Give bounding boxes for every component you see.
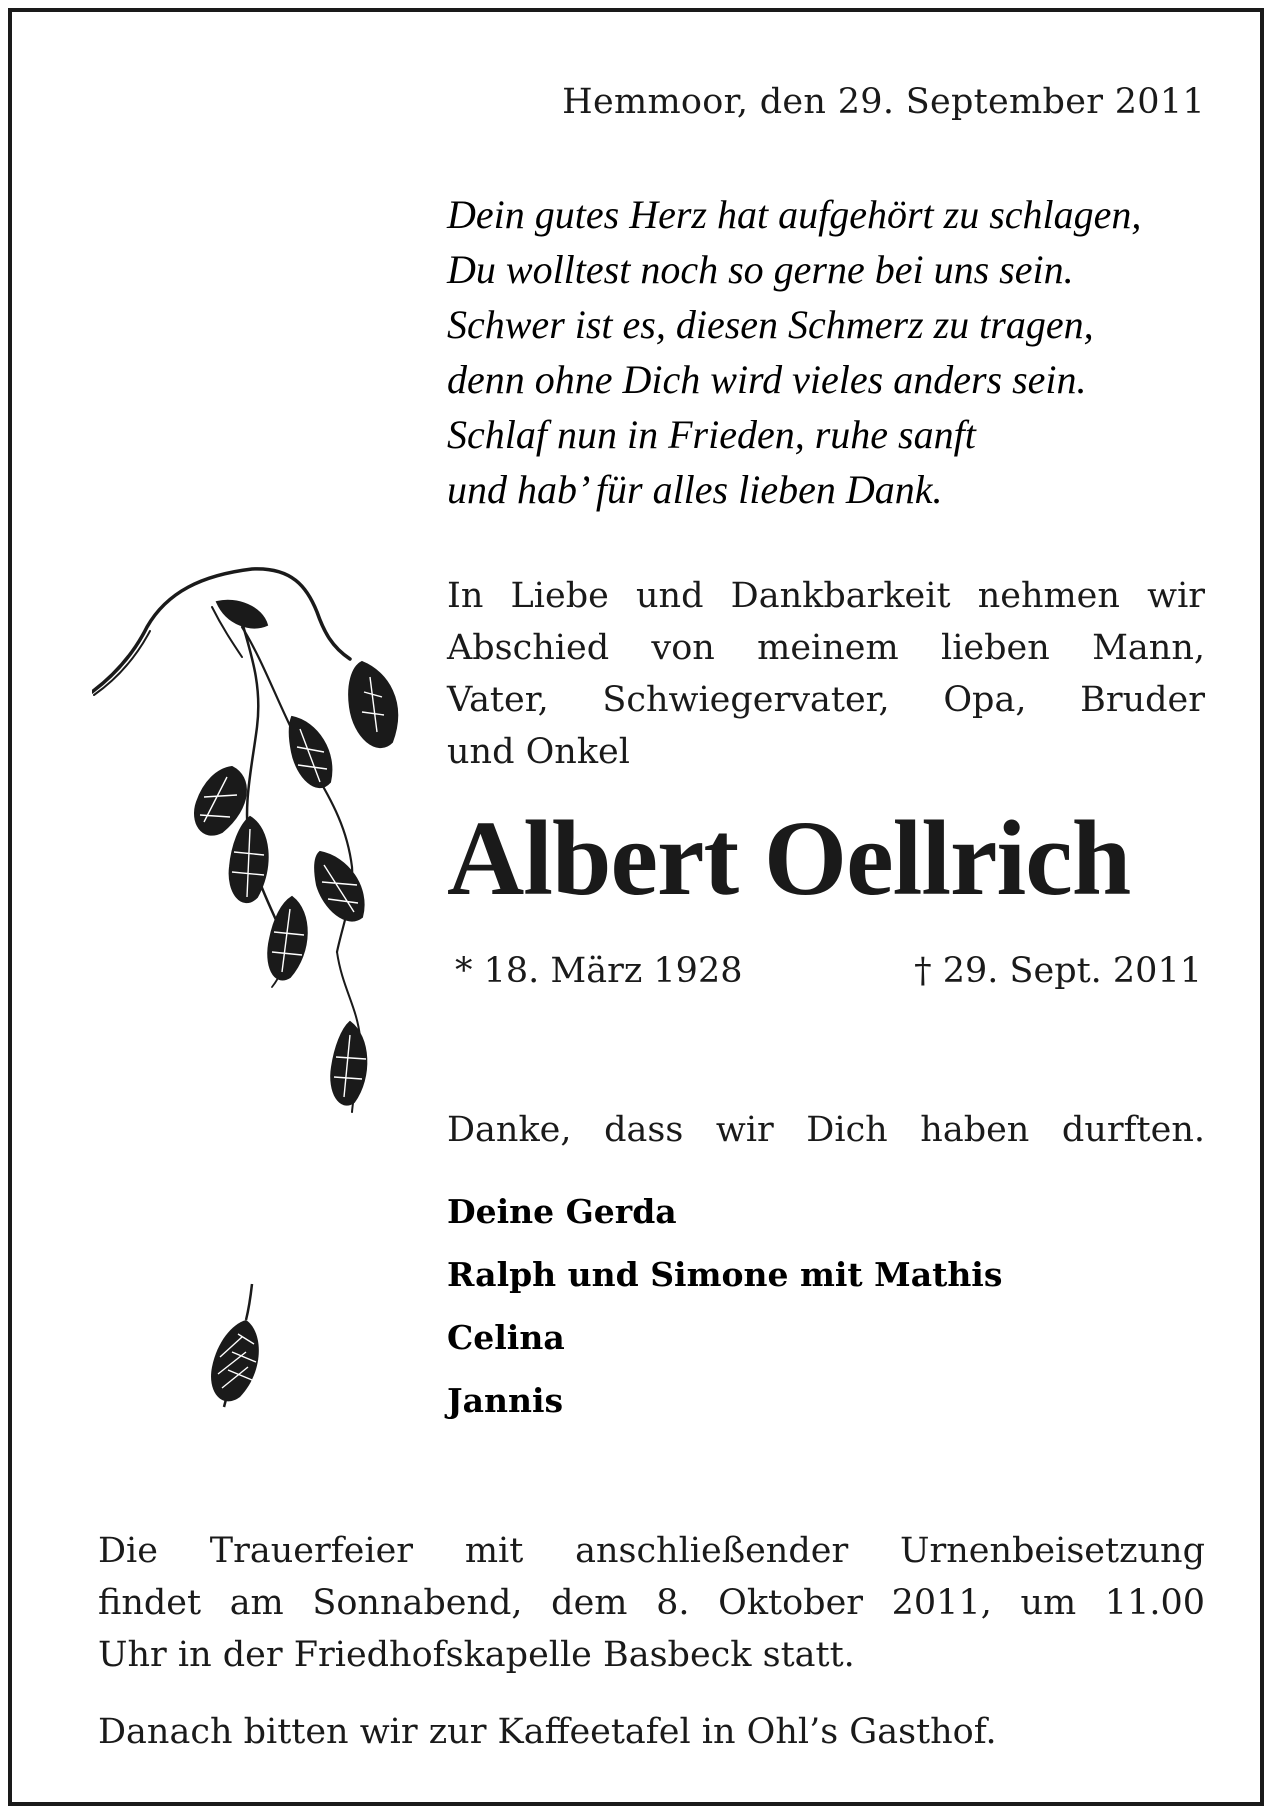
- poem-line: und hab’ für alles lieben Dank.: [447, 467, 943, 512]
- intro-text: [447, 570, 1205, 778]
- poem-line: Schlaf nun in Frieden, ruhe sanft: [447, 412, 976, 457]
- obituary-notice: [8, 8, 1264, 1806]
- poem-line: Dein gutes Herz hat aufgehört zu schlagen,: [447, 192, 1142, 237]
- signer-name: Ralph und Simone mit Mathis: [447, 1255, 1003, 1294]
- poem-line: Schwer ist es, diesen Schmerz zu tragen,: [447, 302, 1094, 347]
- intro-line: Abschied von meinem lieben Mann,: [447, 628, 1205, 668]
- signers: [447, 1180, 1207, 1432]
- poem-line: Du wolltest noch so gerne bei uns sein.: [447, 247, 1074, 292]
- intro-line: In Liebe und Dankbarkeit nehmen wir: [447, 576, 1205, 616]
- ceremony-text: [98, 1525, 1205, 1681]
- intro-line: Vater, Schwiegervater, Opa, Bruder: [447, 680, 1205, 720]
- birth-date: * 18. März 1928: [455, 951, 743, 991]
- thanks-line: Danke, dass wir Dich haben durften.: [447, 1110, 1205, 1150]
- falling-leaf-icon: [202, 1282, 272, 1422]
- signer-name: Celina: [447, 1318, 565, 1357]
- poem-line: denn ohne Dich wird vieles anders sein.: [447, 357, 1087, 402]
- signer-name: Deine Gerda: [447, 1192, 677, 1231]
- deceased-name: Albert Oellrich: [447, 800, 1131, 918]
- ceremony-line: Uhr in der Friedhofskapelle Basbeck statt.: [98, 1635, 855, 1675]
- place-date: Hemmoor, den 29. September 2011: [562, 82, 1205, 122]
- ceremony-line: Die Trauerfeier mit anschließender Urnenbeisetzung: [98, 1531, 1205, 1571]
- coffee-invitation: Danach bitten wir zur Kaffeetafel in Ohl’s Gasthof.: [98, 1712, 997, 1752]
- birch-branch-icon: [92, 567, 432, 1127]
- signer-name: Jannis: [447, 1381, 564, 1420]
- intro-line: und Onkel: [447, 732, 630, 772]
- death-date: † 29. Sept. 2011: [914, 951, 1202, 991]
- poem: [447, 187, 1227, 517]
- ceremony-line: findet am Sonnabend, dem 8. Oktober 2011, um 11.00: [98, 1583, 1205, 1623]
